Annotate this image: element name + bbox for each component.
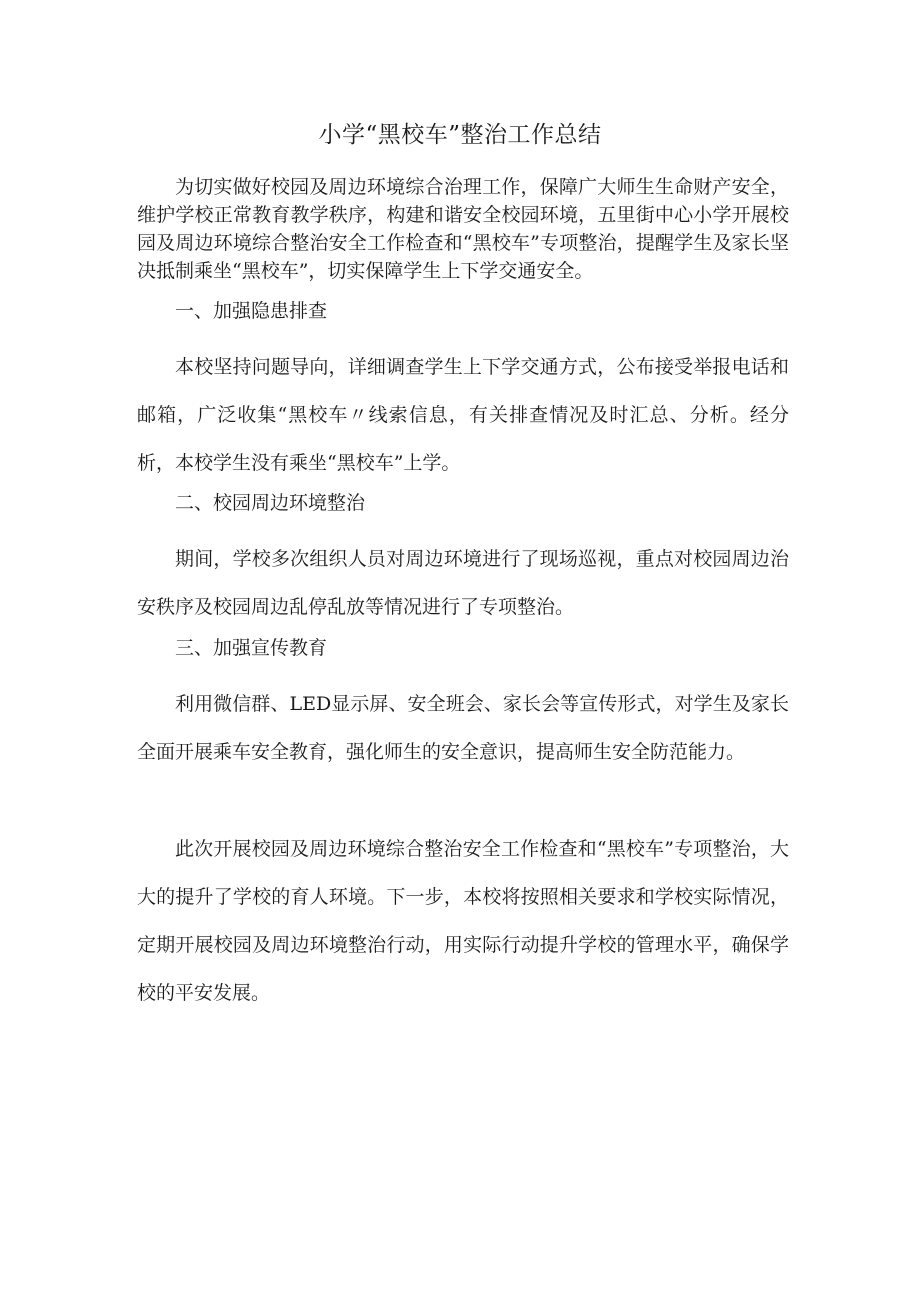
section-heading-3: 三、加强宣传教育 (175, 637, 328, 659)
section-heading-2: 二、校园周边环境整治 (175, 492, 366, 514)
section-body-3: 利用微信群、LED显示屏、安全班会、家长会等宣传形式，对学生及家长全面开展乘车安全教育，强化师生的安全意识，提高师生安全防范能力。 (137, 693, 789, 763)
intro-paragraph: 为切实做好校园及周边环境综合治理工作，保障广大师生生命财产安全，维护学校正常教育教学秩序，构建和谐安全校园环境，五里街中心小学开展校园及周边环境综合整治安全工作检查和“黑校车”专项整治，提醒学生及家长坚决抵制乘坐“黑校车”，切实保障学生上下学交通安全。 (137, 176, 789, 282)
section-body-2: 期间，学校多次组织人员对周边环境进行了现场巡视，重点对校园周边治安秩序及校园周边乱停乱放等情况进行了专项整治。 (137, 548, 789, 618)
section-body-1: 本校坚持问题导向，详细调查学生上下学交通方式，公布接受举报电话和邮箱，广泛收集“黑校车〃线索信息，有关排查情况及时汇总、分析。经分析，本校学生没有乘坐“黑校车”上学。 (137, 356, 789, 474)
conclusion-paragraph: 此次开展校园及周边环境综合整治安全工作检查和“黑校车”专项整治，大大的提升了学校的育人环境。下一步，本校将按照相关要求和学校实际情况，定期开展校园及周边环境整治行动，用实际行动提升学校的管理水平，确保学校的平安发展。 (137, 838, 789, 1004)
section-heading-1: 一、加强隐患排查 (175, 300, 328, 322)
document-title: 小学“黑校车”整治工作总结 (318, 122, 602, 148)
